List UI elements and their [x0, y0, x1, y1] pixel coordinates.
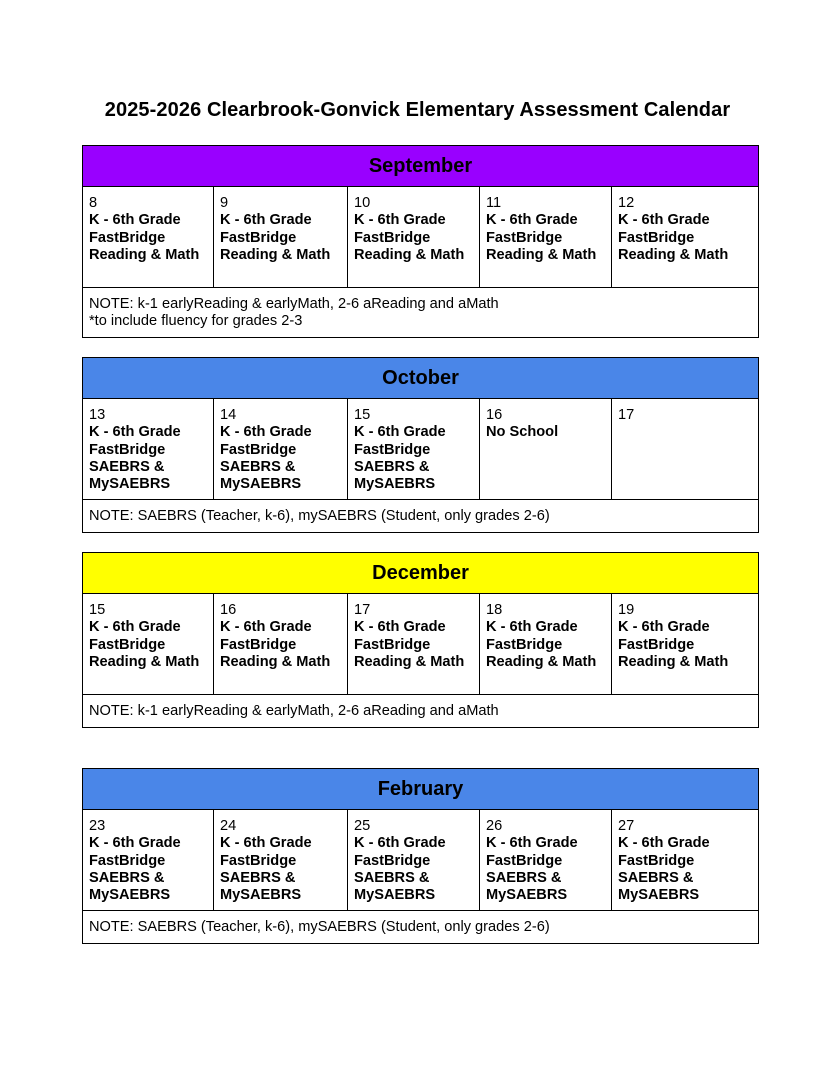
assessment-label: Reading & Math [220, 653, 331, 670]
month-table-september [82, 145, 759, 338]
note-line: NOTE: k-1 earlyReading & earlyMath, 2-6 aReading and aMath [89, 296, 499, 312]
assessment-label: K - 6th Grade [89, 212, 181, 229]
month-header: December [83, 553, 759, 594]
assessment-label: FastBridge [618, 229, 695, 246]
day-cell [83, 594, 214, 695]
assessment-label: K - 6th Grade [220, 619, 312, 636]
assessment-label: FastBridge [89, 636, 166, 653]
day-cell [612, 399, 759, 500]
note-line: *to include fluency for grades 2-3 [89, 313, 303, 329]
assessment-label: MySAEBRS [220, 476, 302, 493]
assessment-label: MySAEBRS [354, 476, 436, 493]
assessment-label: K - 6th Grade [618, 835, 710, 852]
assessment-label: Reading & Math [220, 246, 331, 263]
day-cell [612, 810, 759, 911]
month-table-december [82, 552, 759, 728]
month-note [83, 911, 759, 944]
day-cell [348, 399, 480, 500]
day-cell [214, 810, 348, 911]
assessment-label: SAEBRS & [354, 869, 430, 886]
document-title: 2025-2026 Clearbrook-Gonvick Elementary Assessment Calendar [104, 99, 731, 121]
assessment-label: Reading & Math [486, 653, 597, 670]
assessment-label: K - 6th Grade [354, 424, 446, 441]
assessment-label: FastBridge [354, 852, 431, 869]
assessment-label: Reading & Math [618, 246, 729, 263]
assessment-label: K - 6th Grade [220, 835, 312, 852]
day-number: 18 [486, 602, 503, 618]
day-number: 17 [354, 602, 371, 618]
day-number: 14 [220, 407, 237, 423]
assessment-label: K - 6th Grade [89, 619, 181, 636]
assessment-label: Reading & Math [89, 246, 200, 263]
month-note [83, 288, 759, 338]
assessment-label: K - 6th Grade [89, 424, 181, 441]
month-note [83, 500, 759, 533]
day-cell [612, 187, 759, 288]
day-cell [214, 187, 348, 288]
day-cell [348, 810, 480, 911]
assessment-label: K - 6th Grade [486, 212, 578, 229]
month-note [83, 695, 759, 728]
day-number: 27 [618, 818, 635, 834]
day-cell [214, 594, 348, 695]
assessment-label: K - 6th Grade [354, 835, 446, 852]
day-number: 11 [486, 195, 502, 211]
assessment-label: MySAEBRS [89, 887, 171, 904]
assessment-label: FastBridge [220, 229, 297, 246]
day-number: 9 [220, 195, 229, 211]
assessment-label: MySAEBRS [220, 887, 302, 904]
note-line: NOTE: SAEBRS (Teacher, k-6), mySAEBRS (Student, only grades 2-6) [89, 919, 550, 935]
day-number: 15 [354, 407, 371, 423]
assessment-label: SAEBRS & [220, 869, 296, 886]
assessment-label: MySAEBRS [486, 887, 568, 904]
day-cell [612, 594, 759, 695]
day-cell [480, 399, 612, 500]
month-header: October [83, 358, 759, 399]
assessment-label: MySAEBRS [618, 887, 700, 904]
day-number: 19 [618, 602, 635, 618]
day-cell [480, 810, 612, 911]
assessment-label: FastBridge [89, 852, 166, 869]
day-number: 15 [89, 602, 106, 618]
assessment-label: Reading & Math [89, 653, 200, 670]
assessment-label: SAEBRS & [89, 869, 165, 886]
assessment-label: SAEBRS & [618, 869, 694, 886]
assessment-label: FastBridge [354, 229, 431, 246]
day-number: 16 [220, 602, 237, 618]
day-number: 13 [89, 407, 106, 423]
assessment-label: K - 6th Grade [618, 212, 710, 229]
assessment-label: Reading & Math [354, 653, 465, 670]
day-number: 8 [89, 195, 98, 211]
assessment-label: FastBridge [486, 852, 563, 869]
assessment-label: FastBridge [354, 636, 431, 653]
day-cell [83, 399, 214, 500]
day-cell [83, 810, 214, 911]
assessment-label: Reading & Math [486, 246, 597, 263]
assessment-label: SAEBRS & [220, 458, 296, 475]
assessment-label: FastBridge [220, 636, 297, 653]
assessment-label: FastBridge [486, 229, 563, 246]
day-cell [83, 187, 214, 288]
day-number: 25 [354, 818, 371, 834]
assessment-label: Reading & Math [354, 246, 465, 263]
day-cell [348, 187, 480, 288]
assessment-label: K - 6th Grade [220, 212, 312, 229]
day-cell [348, 594, 480, 695]
month-table-february [82, 768, 759, 944]
note-line: NOTE: k-1 earlyReading & earlyMath, 2-6 aReading and aMath [89, 703, 499, 719]
day-number: 16 [486, 407, 503, 423]
assessment-label: MySAEBRS [354, 887, 436, 904]
assessment-label: K - 6th Grade [486, 619, 578, 636]
assessment-label: FastBridge [89, 229, 166, 246]
month-header: February [83, 769, 759, 810]
day-cell [214, 399, 348, 500]
assessment-label: FastBridge [354, 441, 431, 458]
assessment-label: SAEBRS & [486, 869, 562, 886]
assessment-label: FastBridge [618, 852, 695, 869]
assessment-label: Reading & Math [618, 653, 729, 670]
assessment-label: K - 6th Grade [354, 212, 446, 229]
day-number: 24 [220, 818, 237, 834]
assessment-label: SAEBRS & [89, 458, 165, 475]
note-line: NOTE: SAEBRS (Teacher, k-6), mySAEBRS (Student, only grades 2-6) [89, 508, 550, 524]
day-number: 12 [618, 195, 635, 211]
assessment-label: No School [486, 424, 559, 441]
day-number: 26 [486, 818, 503, 834]
day-cell [480, 594, 612, 695]
assessment-label: SAEBRS & [354, 458, 430, 475]
day-number: 10 [354, 195, 371, 211]
day-number: 17 [618, 407, 635, 423]
assessment-label: FastBridge [89, 441, 166, 458]
day-number: 23 [89, 818, 106, 834]
day-cell [480, 187, 612, 288]
month-table-october [82, 357, 759, 533]
assessment-label: K - 6th Grade [89, 835, 181, 852]
assessment-label: FastBridge [618, 636, 695, 653]
assessment-label: FastBridge [220, 441, 297, 458]
assessment-label: K - 6th Grade [486, 835, 578, 852]
assessment-label: K - 6th Grade [220, 424, 312, 441]
assessment-label: K - 6th Grade [354, 619, 446, 636]
assessment-label: FastBridge [486, 636, 563, 653]
month-header: September [83, 146, 759, 187]
assessment-label: MySAEBRS [89, 476, 171, 493]
assessment-label: K - 6th Grade [618, 619, 710, 636]
assessment-label: FastBridge [220, 852, 297, 869]
